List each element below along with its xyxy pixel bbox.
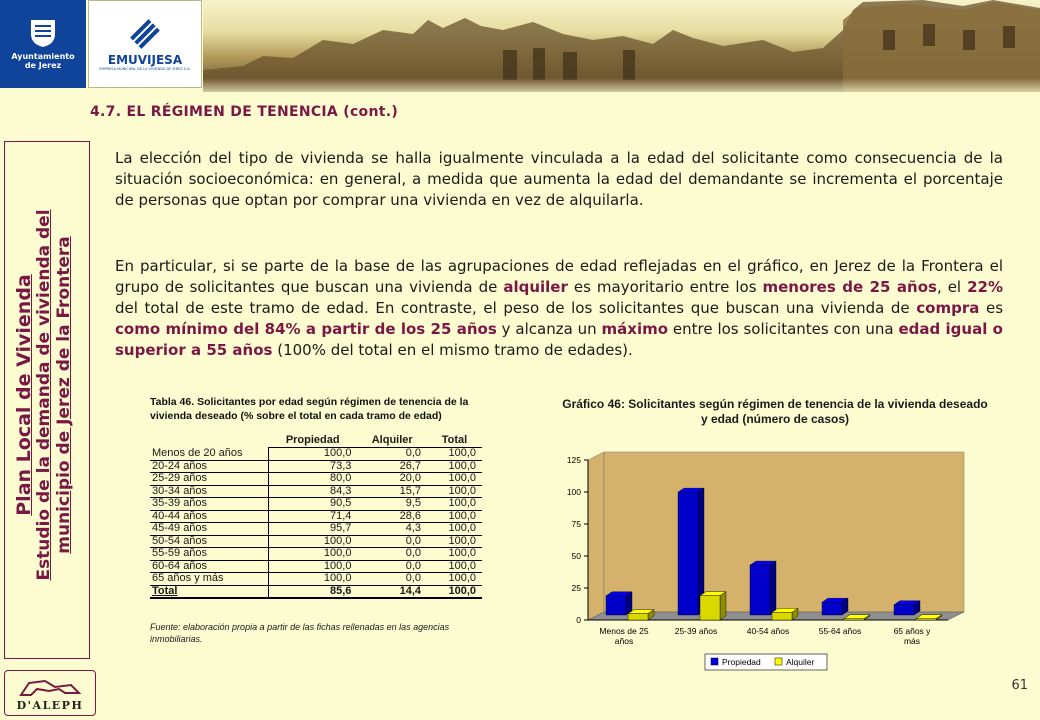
table-row [150,523,482,536]
table-row [150,460,482,473]
y-tick-label: 75 [571,519,581,529]
cell-value: 80,0 [268,473,357,486]
bar-propiedad [606,596,626,615]
row-label: Total [150,585,268,598]
table-header: Propiedad [268,433,357,448]
bar-propiedad [822,602,842,615]
y-tick-label: 125 [566,455,581,465]
cell-value: 14,4 [357,585,427,598]
table-header: Alquiler [357,433,427,448]
cell-value: 9,5 [357,498,427,511]
x-tick-label: años [614,636,634,646]
row-label: 20-24 años [150,460,268,473]
cell-value: 100,0 [268,548,357,561]
paragraph-intro: La elección del tipo de vivienda se halla igualmente vinculada a la edad del solicitante como consecuencia de la situación socioeconómica: en general, a medida que aumenta la edad del demandante se incrementa el porcentaje de personas que optan por comprar una vivienda en vez de alquilarla. [115,149,1003,209]
cell-value: 100,0 [427,498,482,511]
row-label: 30-34 años [150,485,268,498]
bar-propiedad [894,605,914,615]
row-label: 55-59 años [150,548,268,561]
y-tick-label: 50 [571,551,581,561]
row-label: 60-64 años [150,560,268,573]
bar-chart [540,440,970,680]
row-label: 45-49 años [150,523,268,536]
y-tick-label: 0 [576,615,581,625]
header [0,0,1040,92]
data-table [150,433,482,599]
x-tick-label: más [903,636,921,646]
x-tick-label: 25-39 años [674,626,718,636]
table-row [150,560,482,573]
cell-value: 100,0 [268,560,357,573]
cell-value: 20,0 [357,473,427,486]
cell-value: 4,3 [357,523,427,536]
bar-alquiler [700,596,720,620]
bar-alquiler [844,619,864,620]
x-tick-label: Menos de 25 [599,626,649,636]
legend-swatch [775,658,782,665]
cell-value: 100,0 [427,585,482,598]
cell-value: 73,3 [268,460,357,473]
bar-propiedad-side [770,561,776,615]
cell-value: 100,0 [268,448,357,461]
cell-value: 100,0 [427,560,482,573]
chart-back-wall [604,452,964,612]
cell-value: 100,0 [427,460,482,473]
x-tick-label: 55-64 años [818,626,862,636]
emuvijesa-mark-icon [128,17,162,51]
table-row [150,473,482,486]
bar-alquiler-side [720,592,726,620]
table-title: Tabla 46. Solicitantes por edad según régimen de tenencia de la vivienda deseado (% sobre el total en cada tramo de edad) [150,396,469,422]
cell-value: 90,5 [268,498,357,511]
bar-alquiler [772,612,792,620]
cell-value: 0,0 [357,573,427,586]
table-row [150,498,482,511]
cell-value: 100,0 [427,548,482,561]
cell-value: 100,0 [427,473,482,486]
cell-value: 100,0 [427,510,482,523]
x-tick-label: 40-54 años [746,626,790,636]
table-total-row [150,585,482,598]
page-number: 61 [1011,678,1028,693]
daleph-logo: D'ALEPH [4,670,96,716]
section-title: 4.7. EL RÉGIMEN DE TENENCIA (cont.) [90,104,399,120]
cell-value: 71,4 [268,510,357,523]
cell-value: 15,7 [357,485,427,498]
y-tick-label: 25 [571,583,581,593]
cell-value: 100,0 [427,535,482,548]
cell-value: 95,7 [268,523,357,536]
emuvijesa-logo: EMUVIJESA EMPRESA MUNICIPAL DE LA VIVIENDA DE JEREZ S.A. [88,0,202,88]
cell-value: 85,6 [268,585,357,598]
table-row [150,448,482,461]
cell-value: 100,0 [268,573,357,586]
table-row [150,485,482,498]
chart-side-wall [588,452,604,620]
side-panel-title: Plan Local de Vivienda Estudio de la demanda de vivienda del municipio de Jerez de la Frontera [13,209,74,581]
ayuntamiento-logo: Ayuntamiento de Jerez [0,0,86,88]
daleph-emblem-icon [15,677,85,699]
legend-swatch [711,658,718,665]
cell-value: 84,3 [268,485,357,498]
bar-alquiler [628,614,648,620]
row-label: 25-29 años [150,473,268,486]
x-tick-label: 65 años y [893,626,931,636]
row-label: 35-39 años [150,498,268,511]
cell-value: 28,6 [357,510,427,523]
table-row [150,573,482,586]
cell-value: 26,7 [357,460,427,473]
table-header: Total [427,433,482,448]
row-label: 65 años y más [150,573,268,586]
data-table-block [150,395,482,645]
chart-title: Gráfico 46: Solicitantes según régimen de tenencia de la vivienda deseado y edad (número de casos) [562,397,988,426]
cell-value: 100,0 [427,485,482,498]
bar-alquiler [916,619,936,620]
row-label: Menos de 20 años [150,448,268,461]
cell-value: 0,0 [357,560,427,573]
paragraph-detail: En particular, si se parte de la base de las agrupaciones de edad reflejadas en el gráfico, en Jerez de la Frontera el grupo de solicitantes que buscan una vivienda de alquiler es mayoritario entre los menores de 25 años, el 22% del total de este tramo de edad. En contraste, el peso de los solicitantes que buscan una vivienda de compra es como mínimo del 84% a partir de los 25 años y alcanza un máximo entre los solicitantes con una edad igual o superior a 55 años (100% del total en el mismo tramo de edades). [115,257,1004,359]
cell-value: 0,0 [357,548,427,561]
cell-value: 0,0 [357,448,427,461]
table-source: Fuente: elaboración propia a partir de las fichas rellenadas en las agencias inmobiliarias. [150,622,450,644]
table-row [150,535,482,548]
table-row [150,548,482,561]
bar-propiedad [750,565,770,615]
table-row [150,510,482,523]
legend-label: Alquiler [786,657,815,667]
cell-value: 100,0 [427,448,482,461]
row-label: 50-54 años [150,535,268,548]
bar-propiedad [678,492,698,615]
cell-value: 100,0 [427,523,482,536]
cell-value: 100,0 [268,535,357,548]
y-tick-label: 100 [566,487,581,497]
coat-of-arms-icon [29,18,57,48]
legend-label: Propiedad [722,657,761,667]
cell-value: 0,0 [357,535,427,548]
row-label: 40-44 años [150,510,268,523]
cell-value: 100,0 [427,573,482,586]
